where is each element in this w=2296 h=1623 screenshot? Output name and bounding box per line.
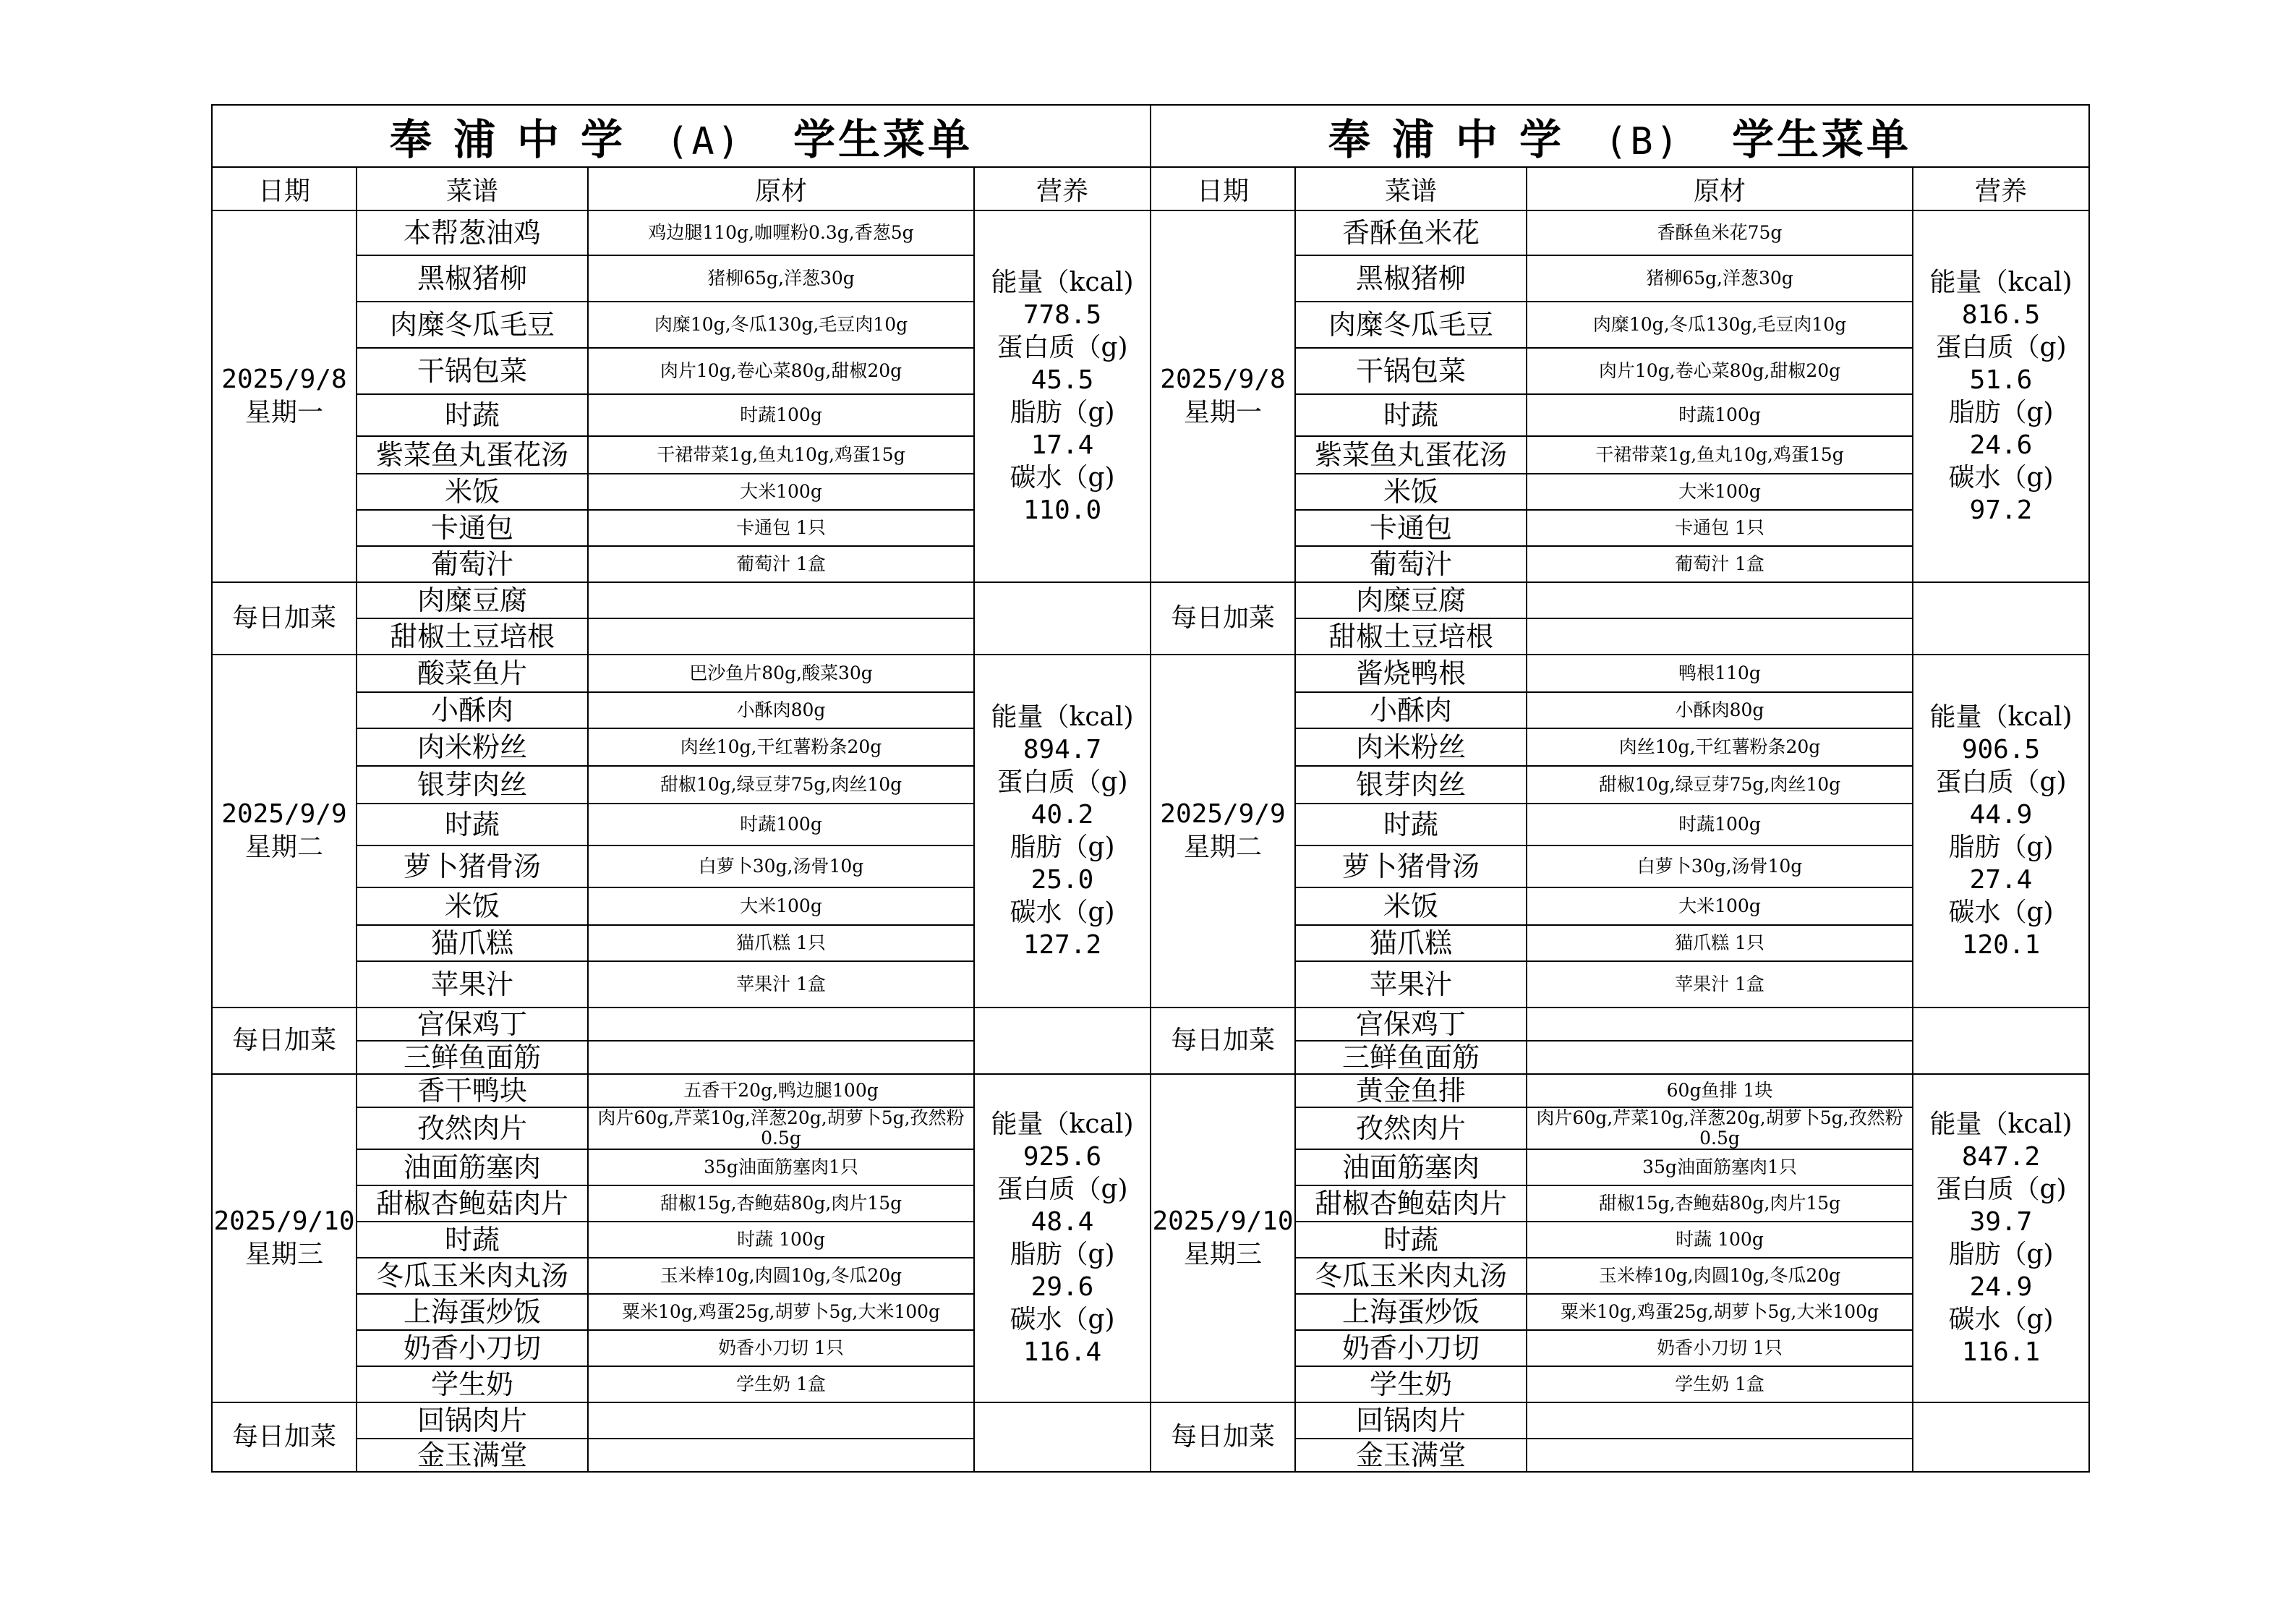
dish-ingredients: 35g油面筋塞肉1只 — [588, 1149, 974, 1185]
menu-title-text: 学生菜单 — [1731, 115, 1911, 164]
weekday: 星期二 — [244, 832, 323, 862]
dish-name: 米饭 — [1295, 474, 1527, 510]
dish-name: 干锅包菜 — [357, 348, 588, 394]
dish-ingredients: 时蔬100g — [1527, 394, 1913, 436]
nutrition-value-energy: 816.5 — [1961, 300, 2041, 330]
date: 2025/9/8 — [221, 365, 347, 394]
header-nutrition: 营养 — [974, 167, 1151, 210]
dish-name: 奶香小刀切 — [357, 1330, 588, 1366]
dish-ingredients: 甜椒10g,绿豆芽75g,肉丝10g — [1527, 766, 1913, 804]
nutrition-value-energy: 906.5 — [1961, 735, 2041, 764]
menu-variant: (A) — [666, 120, 743, 163]
dish-ingredients: 时蔬 100g — [1527, 1222, 1913, 1258]
extra-row — [212, 1008, 1151, 1041]
nutrition-cell — [974, 1074, 1151, 1402]
extra-ingredients-empty — [588, 582, 974, 618]
dish-ingredients: 小酥肉80g — [1527, 692, 1913, 728]
dish-ingredients: 学生奶 1盒 — [1527, 1366, 1913, 1402]
extra-dish: 三鲜鱼面筋 — [1295, 1041, 1527, 1074]
date-cell — [1151, 210, 1295, 582]
nutrition-label-protein: 蛋白质（g) — [997, 767, 1128, 797]
dish-ingredients: 肉片60g,芹菜10g,洋葱20g,胡萝卜5g,孜然粉0.5g — [588, 1107, 974, 1149]
extra-row — [1151, 1008, 2089, 1041]
dish-name: 米饭 — [357, 887, 588, 925]
menu-title — [1151, 105, 2089, 167]
dish-name: 葡萄汁 — [357, 546, 588, 582]
dish-name: 卡通包 — [1295, 510, 1527, 546]
dish-ingredients: 干裙带菜1g,鱼丸10g,鸡蛋15g — [588, 436, 974, 474]
menu-table — [1150, 104, 2090, 1473]
dish-ingredients: 猫爪糕 1只 — [588, 925, 974, 961]
nutrition-label-carb: 碳水（g) — [1010, 898, 1115, 927]
table-row — [212, 1074, 1151, 1107]
extra-label: 每日加菜 — [1151, 582, 1295, 655]
nutrition-value-carb: 110.0 — [1023, 495, 1102, 525]
extra-label: 每日加菜 — [212, 1402, 357, 1472]
nutrition-label-fat: 脂肪（g) — [1948, 1240, 2054, 1269]
dish-ingredients: 鸭根110g — [1527, 655, 1913, 692]
nutrition-label-protein: 蛋白质（g) — [997, 333, 1128, 362]
dish-ingredients: 香酥鱼米花75g — [1527, 210, 1913, 255]
dish-ingredients: 肉丝10g,干红薯粉条20g — [588, 728, 974, 766]
dish-ingredients: 甜椒10g,绿豆芽75g,肉丝10g — [588, 766, 974, 804]
extra-row — [212, 1402, 1151, 1439]
date-cell — [1151, 1074, 1295, 1402]
nutrition-value-protein: 40.2 — [1030, 800, 1094, 830]
nutrition-label-carb: 碳水（g) — [1948, 463, 2054, 493]
extra-dish: 回锅肉片 — [357, 1402, 588, 1439]
menu-panel-b — [1150, 104, 2088, 1473]
dish-name: 猫爪糕 — [1295, 925, 1527, 961]
dish-ingredients: 大米100g — [1527, 474, 1913, 510]
extra-dish: 肉糜豆腐 — [1295, 582, 1527, 618]
date: 2025/9/9 — [1160, 799, 1286, 829]
table-row — [1151, 655, 2089, 692]
nutrition-label-carb: 碳水（g) — [1010, 1305, 1115, 1334]
nutrition-label-carb: 碳水（g) — [1948, 898, 2054, 927]
nutrition-label-fat: 脂肪（g) — [1010, 398, 1115, 427]
nutrition-value-protein: 39.7 — [1969, 1207, 2033, 1237]
dish-ingredients: 大米100g — [588, 474, 974, 510]
dish-ingredients: 鸡边腿110g,咖喱粉0.3g,香葱5g — [588, 210, 974, 255]
nutrition-label-carb: 碳水（g) — [1948, 1305, 2054, 1334]
dish-name: 学生奶 — [357, 1366, 588, 1402]
extra-ingredients-empty — [588, 1008, 974, 1041]
nutrition-label-energy: 能量（kcal) — [991, 702, 1134, 732]
dish-name: 冬瓜玉米肉丸汤 — [1295, 1258, 1527, 1294]
nutrition-value-energy: 925.6 — [1023, 1142, 1102, 1172]
dish-name: 萝卜猪骨汤 — [1295, 845, 1527, 887]
dish-name: 孜然肉片 — [357, 1107, 588, 1149]
extra-dish: 金玉满堂 — [357, 1439, 588, 1472]
dish-ingredients: 巴沙鱼片80g,酸菜30g — [588, 655, 974, 692]
nutrition-label-fat: 脂肪（g) — [1948, 398, 2054, 427]
dish-name: 香干鸭块 — [357, 1074, 588, 1107]
nutrition-value-protein: 44.9 — [1969, 800, 2033, 830]
header-dish: 菜谱 — [1295, 167, 1527, 210]
extra-ingredients-empty — [1527, 582, 1913, 618]
dish-name: 葡萄汁 — [1295, 546, 1527, 582]
dish-name: 银芽肉丝 — [357, 766, 588, 804]
extra-dish: 回锅肉片 — [1295, 1402, 1527, 1439]
nutrition-value-carb: 116.1 — [1961, 1337, 2041, 1367]
extra-nutrition-empty — [1913, 1008, 2089, 1074]
nutrition-value-protein: 48.4 — [1030, 1207, 1094, 1237]
extra-label: 每日加菜 — [1151, 1008, 1295, 1074]
dish-name: 甜椒杏鲍菇肉片 — [1295, 1185, 1527, 1222]
dish-name: 酱烧鸭根 — [1295, 655, 1527, 692]
date-cell — [212, 210, 357, 582]
dish-ingredients: 葡萄汁 1盒 — [588, 546, 974, 582]
dish-name: 黑椒猪柳 — [357, 255, 588, 302]
weekday: 星期一 — [1183, 398, 1262, 427]
weekday: 星期三 — [244, 1240, 323, 1269]
table-row — [212, 655, 1151, 692]
extra-dish: 三鲜鱼面筋 — [357, 1041, 588, 1074]
dish-name: 卡通包 — [357, 510, 588, 546]
extra-label: 每日加菜 — [212, 582, 357, 655]
dish-name: 甜椒杏鲍菇肉片 — [357, 1185, 588, 1222]
school-name: 奉浦中学 — [1328, 115, 1584, 164]
nutrition-cell — [1913, 1074, 2089, 1402]
dish-ingredients: 60g鱼排 1块 — [1527, 1074, 1913, 1107]
extra-nutrition-empty — [1913, 1402, 2089, 1472]
nutrition-label-fat: 脂肪（g) — [1010, 1240, 1115, 1269]
dish-ingredients: 卡通包 1只 — [588, 510, 974, 546]
nutrition-value-carb: 97.2 — [1969, 495, 2033, 525]
extra-ingredients-empty — [1527, 1402, 1913, 1439]
date: 2025/9/9 — [221, 799, 347, 829]
nutrition-value-fat: 24.9 — [1969, 1272, 2033, 1302]
extra-ingredients-empty — [588, 1402, 974, 1439]
nutrition-value-energy: 894.7 — [1023, 735, 1102, 764]
nutrition-value-protein: 45.5 — [1030, 365, 1094, 395]
dish-ingredients: 学生奶 1盒 — [588, 1366, 974, 1402]
extra-dish: 甜椒土豆培根 — [1295, 618, 1527, 655]
date: 2025/9/10 — [1152, 1206, 1294, 1236]
dish-name: 本帮葱油鸡 — [357, 210, 588, 255]
dish-name: 油面筋塞肉 — [1295, 1149, 1527, 1185]
dish-ingredients: 肉片10g,卷心菜80g,甜椒20g — [588, 348, 974, 394]
nutrition-label-carb: 碳水（g) — [1010, 463, 1115, 493]
nutrition-label-protein: 蛋白质（g) — [1935, 1175, 2067, 1204]
extra-dish: 金玉满堂 — [1295, 1439, 1527, 1472]
nutrition-label-fat: 脂肪（g) — [1948, 832, 2054, 862]
dish-ingredients: 小酥肉80g — [588, 692, 974, 728]
extra-nutrition-empty — [1913, 582, 2089, 655]
dish-name: 紫菜鱼丸蛋花汤 — [1295, 436, 1527, 474]
extra-nutrition-empty — [974, 1008, 1151, 1074]
extra-label: 每日加菜 — [1151, 1402, 1295, 1472]
title-row — [212, 105, 1151, 167]
dish-name: 银芽肉丝 — [1295, 766, 1527, 804]
nutrition-cell — [974, 655, 1151, 1008]
dish-name: 苹果汁 — [1295, 961, 1527, 1008]
table-row — [1151, 210, 2089, 255]
dish-ingredients: 肉糜10g,冬瓜130g,毛豆肉10g — [1527, 302, 1913, 348]
date: 2025/9/8 — [1160, 365, 1286, 394]
nutrition-value-energy: 847.2 — [1961, 1142, 2041, 1172]
extra-row — [212, 582, 1151, 618]
nutrition-value-energy: 778.5 — [1023, 300, 1102, 330]
header-ingredients: 原材 — [588, 167, 974, 210]
dish-ingredients: 大米100g — [588, 887, 974, 925]
dish-name: 米饭 — [1295, 887, 1527, 925]
dish-ingredients: 白萝卜30g,汤骨10g — [588, 845, 974, 887]
header-date: 日期 — [212, 167, 357, 210]
dish-ingredients: 葡萄汁 1盒 — [1527, 546, 1913, 582]
header-row — [212, 167, 1151, 210]
nutrition-cell — [1913, 655, 2089, 1008]
nutrition-value-carb: 127.2 — [1023, 930, 1102, 960]
extra-ingredients-empty — [1527, 618, 1913, 655]
date-cell — [212, 655, 357, 1008]
dish-name: 冬瓜玉米肉丸汤 — [357, 1258, 588, 1294]
menu-title-text: 学生菜单 — [793, 115, 973, 164]
dish-ingredients: 时蔬 100g — [588, 1222, 974, 1258]
dish-ingredients: 肉糜10g,冬瓜130g,毛豆肉10g — [588, 302, 974, 348]
school-name: 奉浦中学 — [390, 115, 645, 164]
nutrition-cell — [1913, 210, 2089, 582]
dish-name: 酸菜鱼片 — [357, 655, 588, 692]
header-date: 日期 — [1151, 167, 1295, 210]
extra-ingredients-empty — [588, 618, 974, 655]
dish-name: 上海蛋炒饭 — [1295, 1294, 1527, 1330]
dish-name: 肉米粉丝 — [1295, 728, 1527, 766]
title-row — [1151, 105, 2089, 167]
dish-name: 上海蛋炒饭 — [357, 1294, 588, 1330]
dish-name: 肉米粉丝 — [357, 728, 588, 766]
dish-ingredients: 粟米10g,鸡蛋25g,胡萝卜5g,大米100g — [1527, 1294, 1913, 1330]
dish-ingredients: 肉片60g,芹菜10g,洋葱20g,胡萝卜5g,孜然粉0.5g — [1527, 1107, 1913, 1149]
dish-name: 香酥鱼米花 — [1295, 210, 1527, 255]
header-dish: 菜谱 — [357, 167, 588, 210]
extra-ingredients-empty — [1527, 1041, 1913, 1074]
menu-table — [211, 104, 1151, 1473]
dish-ingredients: 玉米棒10g,肉圆10g,冬瓜20g — [1527, 1258, 1913, 1294]
extra-ingredients-empty — [1527, 1439, 1913, 1472]
nutrition-label-protein: 蛋白质（g) — [997, 1175, 1128, 1204]
dish-name: 黑椒猪柳 — [1295, 255, 1527, 302]
extra-ingredients-empty — [588, 1041, 974, 1074]
dish-ingredients: 猪柳65g,洋葱30g — [588, 255, 974, 302]
weekday: 星期二 — [1183, 832, 1262, 862]
header-nutrition: 营养 — [1913, 167, 2089, 210]
dish-ingredients: 干裙带菜1g,鱼丸10g,鸡蛋15g — [1527, 436, 1913, 474]
extra-dish: 宫保鸡丁 — [1295, 1008, 1527, 1041]
menu-title — [212, 105, 1151, 167]
table-row — [212, 210, 1151, 255]
dish-name: 学生奶 — [1295, 1366, 1527, 1402]
dish-name: 米饭 — [357, 474, 588, 510]
menu-panel-a — [211, 104, 1150, 1473]
nutrition-label-energy: 能量（kcal) — [1929, 1109, 2073, 1139]
dish-ingredients: 卡通包 1只 — [1527, 510, 1913, 546]
nutrition-value-fat: 27.4 — [1969, 865, 2033, 895]
weekday: 星期三 — [1183, 1240, 1262, 1269]
dish-name: 时蔬 — [357, 1222, 588, 1258]
extra-ingredients-empty — [1527, 1008, 1913, 1041]
dish-ingredients: 苹果汁 1盒 — [1527, 961, 1913, 1008]
menu-variant: (B) — [1605, 120, 1681, 163]
nutrition-label-energy: 能量（kcal) — [1929, 268, 2073, 297]
nutrition-value-carb: 120.1 — [1961, 930, 2041, 960]
date-cell — [1151, 655, 1295, 1008]
dish-ingredients: 甜椒15g,杏鲍菇80g,肉片15g — [588, 1185, 974, 1222]
dish-ingredients: 时蔬100g — [588, 804, 974, 845]
dish-name: 时蔬 — [357, 394, 588, 436]
dish-name: 肉糜冬瓜毛豆 — [357, 302, 588, 348]
dish-name: 萝卜猪骨汤 — [357, 845, 588, 887]
nutrition-value-fat: 25.0 — [1030, 865, 1094, 895]
dish-ingredients: 大米100g — [1527, 887, 1913, 925]
dish-name: 孜然肉片 — [1295, 1107, 1527, 1149]
dish-name: 油面筋塞肉 — [357, 1149, 588, 1185]
dish-name: 小酥肉 — [1295, 692, 1527, 728]
nutrition-value-protein: 51.6 — [1969, 365, 2033, 395]
table-row — [1151, 1074, 2089, 1107]
extra-row — [1151, 1402, 2089, 1439]
dish-ingredients: 35g油面筋塞肉1只 — [1527, 1149, 1913, 1185]
date-cell — [212, 1074, 357, 1402]
dish-ingredients: 肉丝10g,干红薯粉条20g — [1527, 728, 1913, 766]
dish-ingredients: 玉米棒10g,肉圆10g,冬瓜20g — [588, 1258, 974, 1294]
dish-name: 时蔬 — [1295, 804, 1527, 845]
nutrition-value-fat: 24.6 — [1969, 430, 2033, 460]
nutrition-value-fat: 29.6 — [1030, 1272, 1094, 1302]
dish-ingredients: 奶香小刀切 1只 — [1527, 1330, 1913, 1366]
dish-name: 时蔬 — [1295, 1222, 1527, 1258]
nutrition-cell — [974, 210, 1151, 582]
dish-name: 黄金鱼排 — [1295, 1074, 1527, 1107]
dish-name: 紫菜鱼丸蛋花汤 — [357, 436, 588, 474]
dish-name: 小酥肉 — [357, 692, 588, 728]
nutrition-label-protein: 蛋白质（g) — [1935, 333, 2067, 362]
extra-ingredients-empty — [588, 1439, 974, 1472]
extra-dish: 肉糜豆腐 — [357, 582, 588, 618]
dish-ingredients: 肉片10g,卷心菜80g,甜椒20g — [1527, 348, 1913, 394]
nutrition-label-energy: 能量（kcal) — [991, 1109, 1134, 1139]
dish-ingredients: 时蔬100g — [1527, 804, 1913, 845]
dish-ingredients: 五香干20g,鸭边腿100g — [588, 1074, 974, 1107]
nutrition-label-energy: 能量（kcal) — [991, 268, 1134, 297]
nutrition-label-protein: 蛋白质（g) — [1935, 767, 2067, 797]
dish-ingredients: 苹果汁 1盒 — [588, 961, 974, 1008]
extra-nutrition-empty — [974, 1402, 1151, 1472]
nutrition-value-fat: 17.4 — [1030, 430, 1094, 460]
dish-name: 奶香小刀切 — [1295, 1330, 1527, 1366]
dish-name: 苹果汁 — [357, 961, 588, 1008]
dish-name: 肉糜冬瓜毛豆 — [1295, 302, 1527, 348]
dish-name: 干锅包菜 — [1295, 348, 1527, 394]
dish-ingredients: 猫爪糕 1只 — [1527, 925, 1913, 961]
header-row — [1151, 167, 2089, 210]
dish-name: 时蔬 — [1295, 394, 1527, 436]
dish-ingredients: 猪柳65g,洋葱30g — [1527, 255, 1913, 302]
dish-name: 猫爪糕 — [357, 925, 588, 961]
dish-ingredients: 粟米10g,鸡蛋25g,胡萝卜5g,大米100g — [588, 1294, 974, 1330]
nutrition-value-carb: 116.4 — [1023, 1337, 1102, 1367]
extra-dish: 宫保鸡丁 — [357, 1008, 588, 1041]
dish-ingredients: 白萝卜30g,汤骨10g — [1527, 845, 1913, 887]
dish-ingredients: 甜椒15g,杏鲍菇80g,肉片15g — [1527, 1185, 1913, 1222]
header-ingredients: 原材 — [1527, 167, 1913, 210]
extra-dish: 甜椒土豆培根 — [357, 618, 588, 655]
dish-name: 时蔬 — [357, 804, 588, 845]
extra-label: 每日加菜 — [212, 1008, 357, 1074]
weekday: 星期一 — [244, 398, 323, 427]
menu-sheet — [211, 104, 2088, 1491]
nutrition-label-energy: 能量（kcal) — [1929, 702, 2073, 732]
dish-ingredients: 时蔬100g — [588, 394, 974, 436]
date: 2025/9/10 — [213, 1206, 355, 1236]
nutrition-label-fat: 脂肪（g) — [1010, 832, 1115, 862]
extra-nutrition-empty — [974, 582, 1151, 655]
dish-ingredients: 奶香小刀切 1只 — [588, 1330, 974, 1366]
extra-row — [1151, 582, 2089, 618]
